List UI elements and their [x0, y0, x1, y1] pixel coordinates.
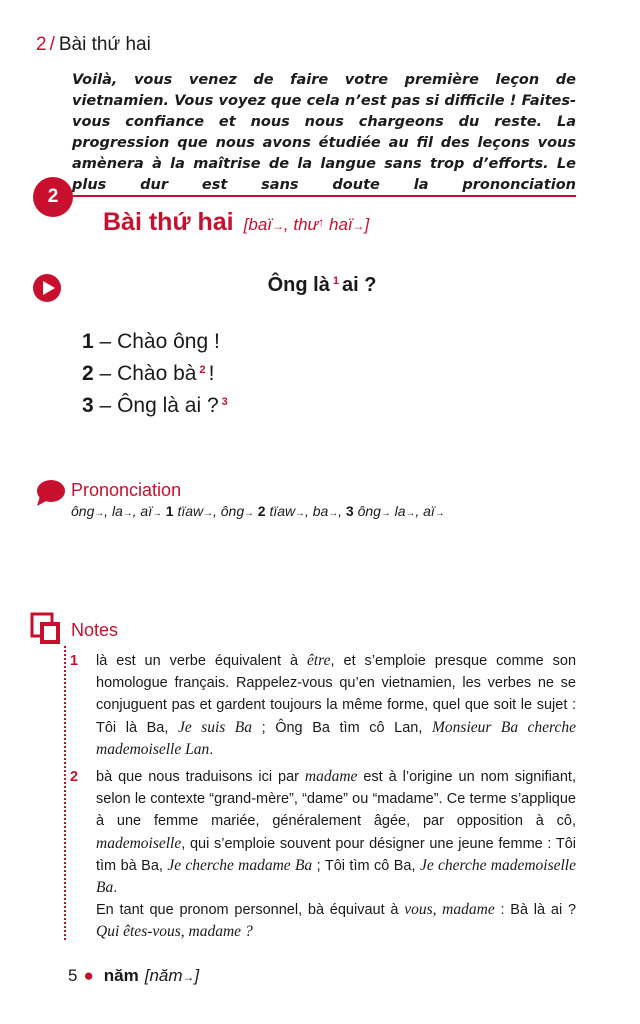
lesson-title: [103, 208, 369, 237]
dialog-title-note: 1: [332, 275, 339, 287]
note-text: là est un verbe équivalent à être, et s’emploie presque comme son homologue français. Rappelez-vous qu’en vietnamien, les verbes ne se conjuguent pas et gardent toujours la même forme, quel que soit le sujet : Tôi là Ba, Je suis Ba ; Ông Ba tìm cô Lan, Monsieur Ba cherche mademoiselle Lan.: [96, 652, 577, 758]
running-head-slash: /: [49, 34, 55, 55]
note-1: [70, 650, 576, 761]
page-footer: [68, 966, 199, 986]
note-text: bà que nous traduisons ici par madame est à l’origine un nom signifiant, selon le contexte “grand-mère”, “dame” ou “madame”. Ce terme s’applique à une femme mariée, généralement âgée, par opposition à cô, mademoiselle, qui s’emploie souvent pour désigner une jeune femme : Tôi tìm bà Ba, Je cherche madame Ba ; Tôi tìm cô Ba, Je cherche mademoiselle Ba. En tant que pronom personnel, bà équivaut à vous, madame : Bà là ai ? Qui êtes-vous, madame ?: [96, 768, 577, 941]
running-head-title: Bài thứ hai: [58, 34, 151, 55]
dialog-lines: [82, 328, 231, 420]
pronunciation-line: ông→, la→, aï→ 1 tïaw→, ông→ 2 tïaw→, ba→, 3 ông→ la→, aï→: [71, 503, 445, 519]
lesson-title-text: Bài thứ hai: [103, 208, 234, 236]
notes-dotted-rule: [64, 646, 66, 940]
dialog-title: Ông là $^1$ ai ?: [267, 274, 377, 296]
speech-bubble-icon: [34, 479, 66, 507]
notes-icon: [30, 612, 64, 646]
page-number-word: năm: [103, 966, 139, 985]
running-head-number: 2: [36, 34, 47, 55]
lesson-number-badge: 2: [33, 177, 73, 217]
notes-heading: Notes: [71, 620, 119, 640]
dialog-line: 2 – Chào bà $^2$ !: [82, 362, 215, 385]
note-number: 2: [70, 769, 79, 785]
note-2: [70, 766, 576, 944]
running-head: [36, 34, 151, 56]
note-number: 1: [70, 653, 79, 669]
lesson-divider: [70, 195, 576, 197]
intro-paragraph: Voilà, vous venez de faire votre première leçon de vietnamien. Vous voyez que cela n’est pas si difficile ! Faites-vous confiance et nous nous chargeons du reste. La progression que nous avons étudiée au fil des leçons vous amènera à la maîtrise de la langue sans trop d’efforts. Le plus dur est sans doute la prononciation: [72, 72, 576, 193]
dialog-line: 3 – Ông là ai ? $^3$: [82, 394, 228, 417]
lesson-title-pronunciation: [baï→, thư↑ haï→]: [243, 215, 370, 234]
page-number-pronunciation: [năm→]: [144, 966, 200, 985]
page-number: 5: [68, 966, 78, 985]
pronunciation-heading: Prononciation: [71, 480, 182, 500]
play-icon[interactable]: [32, 273, 62, 303]
dialog-line: 1 – Chào ông !: [82, 330, 220, 353]
footer-bullet: ●: [83, 966, 94, 985]
